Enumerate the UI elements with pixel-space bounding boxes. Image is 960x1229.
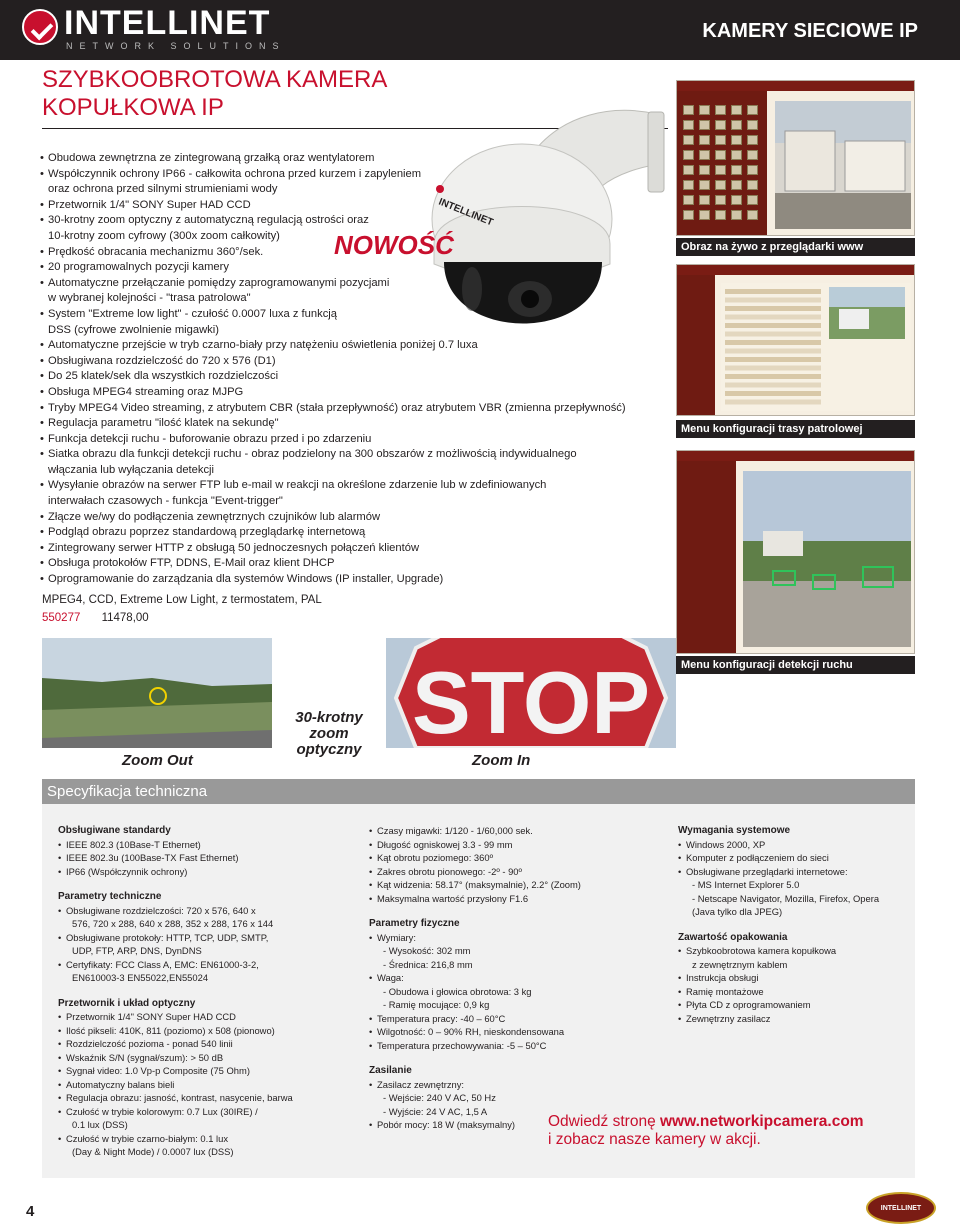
product-title [42, 66, 462, 122]
feature-item: DSS (cyfrowe zwolnienie migawki) [48, 323, 219, 336]
ptz-button-icon [699, 135, 710, 145]
screenshot-header [677, 451, 914, 461]
ptz-button-icon [747, 120, 758, 130]
spec-item: • Komputer z podłączeniem do sieci [678, 851, 908, 865]
feature-item: oraz ochrona przed silnymi strumieniami wody [48, 183, 278, 196]
ptz-button-icon [699, 120, 710, 130]
spec-item: • Pobór mocy: 18 W (maksymalny) [369, 1118, 669, 1132]
spec-item: • Obsługiwane rozdzielczości: 720 x 576, 640 x [58, 904, 358, 918]
feature-item: • Podgląd obrazu poprzez standardową przeglądarkę internetową [40, 525, 640, 541]
spec-item: • Wskaźnik S/N (sygnał/szum): > 50 dB [58, 1051, 358, 1065]
spec-item: • Czasy migawki: 1/120 - 1/60,000 sek. [369, 824, 669, 838]
feature-item: 10-krotny zoom cyfrowy (300x zoom całkowity) [48, 229, 280, 242]
ptz-button-icon [715, 150, 726, 160]
zoom-out-label: Zoom Out [122, 752, 193, 769]
spec-item: • Zakres obrotu pionowego: -2º - 90º [369, 865, 669, 879]
feature-item: • Obsługiwana rozdzielczość do 720 x 576 (D1) [40, 354, 640, 370]
spec-section-heading: Obsługiwane standardy [58, 825, 171, 836]
patrol-table-row [725, 383, 821, 388]
patrol-table-row [725, 340, 821, 345]
ptz-button-icon [731, 135, 742, 145]
feature-item: • Współczynnik ochrony IP66 - całkowita ochrona przed kurzem i zapyleniem [40, 167, 640, 183]
spec-item: • Wilgotność: 0 – 90% RH, nieskondensowana [369, 1025, 669, 1039]
live-view-caption: Obraz na żywo z przeglądarki www [676, 238, 915, 256]
page-number: 4 [26, 1203, 35, 1220]
ptz-button-icon [747, 210, 758, 220]
price: 11478,00 [101, 612, 149, 624]
live-view-photo [775, 101, 911, 229]
spec-item: - Wejście: 240 V AC, 50 Hz [383, 1092, 496, 1103]
motion-menu-screenshot [676, 450, 915, 654]
live-view-screenshot [676, 80, 915, 236]
spec-section-heading: Zasilanie [369, 1065, 412, 1076]
spec-item: • Ramię montażowe [678, 985, 908, 999]
spec-item: (Java tylko dla JPEG) [692, 906, 783, 917]
patrol-menu-caption: Menu konfiguracji trasy patrolowej [676, 420, 915, 438]
motion-menu-caption: Menu konfiguracji detekcji ruchu [676, 656, 915, 674]
section-title: KAMERY SIECIOWE IP [702, 20, 918, 42]
feature-item: • Obsługa protokołów FTP, DDNS, E-Mail oraz klient DHCP [40, 556, 640, 572]
spec-section-heading: Zawartość opakowania [678, 931, 788, 943]
spec-item: - MS Internet Explorer 5.0 [692, 879, 800, 890]
spec-item: • Regulacja obrazu: jasność, kontrast, nasycenie, barwa [58, 1091, 358, 1105]
warranty-badge [866, 1192, 936, 1224]
feature-item: włączania lub wyłączania detekcji [48, 463, 215, 476]
patrol-menu-content [721, 283, 911, 411]
ptz-button-icon [731, 180, 742, 190]
feature-item: • Tryby MPEG4 Video streaming, z atrybutem CBR (stała przepływność) oraz atrybutem VBR (zmienna przepływność) [40, 401, 640, 417]
ptz-button-icon [683, 150, 694, 160]
ptz-button-icon [731, 195, 742, 205]
patrol-table-row [725, 357, 821, 362]
ptz-button-icon [699, 180, 710, 190]
ptz-button-icon [683, 135, 694, 145]
ptz-button-icon [715, 120, 726, 130]
new-badge: NOWOŚĆ [334, 230, 454, 260]
spec-column-2 [369, 824, 669, 1132]
ptz-button-icon [747, 165, 758, 175]
feature-item: • Obsługa MPEG4 streaming oraz MJPG [40, 385, 640, 401]
spec-item: • Temperatura przechowywania: -5 – 50°C [369, 1039, 669, 1053]
zoom-mid-label: 30-krotny zoom optyczny [295, 709, 363, 758]
ptz-button-icon [715, 195, 726, 205]
patrol-table-row [725, 374, 821, 379]
intellinet-logo-icon [22, 9, 58, 45]
spec-item: • Szybkoobrotowa kamera kopułkowa [678, 944, 908, 958]
patrol-table-row [725, 349, 821, 354]
feature-item: • System "Extreme low light" - czułość 0.0007 luxa z funkcją [40, 307, 640, 323]
ptz-button-icon [731, 210, 742, 220]
ptz-button-icon [699, 195, 710, 205]
patrol-table-row [725, 400, 821, 405]
page-header [0, 0, 960, 60]
spec-item: • Waga: [369, 971, 669, 985]
screenshot-sidebar [677, 461, 736, 653]
zoom-out-image [42, 638, 272, 748]
ptz-button-icon [699, 150, 710, 160]
spec-section-heading: Przetwornik i układ optyczny [58, 997, 196, 1009]
stop-sign-text: STOP [411, 653, 651, 748]
ptz-button-icon [715, 135, 726, 145]
spec-item: - Obudowa i głowica obrotowa: 3 kg [383, 985, 532, 997]
ptz-button-icon [731, 165, 742, 175]
ptz-button-icon [731, 120, 742, 130]
ptz-button-icon [683, 120, 694, 130]
feature-item: • Do 25 klatek/sek dla wszystkich rozdzielczości [40, 369, 640, 385]
model-description: MPEG4, CCD, Extreme Low Light, z termostatem, PAL [42, 594, 322, 606]
feature-item: • Siatka obrazu dla funkcji detekcji ruchu - obraz podzielony na 300 obszarów z możliwością indywidualnego [40, 447, 640, 463]
patrol-menu-screenshot [676, 264, 915, 416]
feature-list [40, 151, 640, 588]
spec-item: • Maksymalna wartość przysłony F1.6 [369, 892, 669, 906]
screenshot-header [677, 265, 914, 275]
spec-section-heading: Wymagania systemowe [678, 825, 791, 836]
spec-item: • Ilość pikseli: 410K, 811 (poziomo) x 508 (pionowo) [58, 1024, 358, 1038]
spec-item: • Kąt obrotu poziomego: 360º [369, 851, 669, 865]
brand-name: INTELLINET [64, 4, 271, 42]
ptz-button-icon [683, 210, 694, 220]
ptz-button-icon [731, 150, 742, 160]
spec-item: • Certyfikaty: FCC Class A, EMC: EN61000-3-2, [58, 958, 358, 972]
ptz-button-icon [747, 180, 758, 190]
spec-section-heading: Parametry techniczne [58, 891, 162, 902]
spec-item: • Automatyczny balans bieli [58, 1078, 358, 1092]
spec-item: • Czułość w trybie kolorowym: 0.7 Lux (30IRE) / [58, 1105, 358, 1119]
spec-item: EN610003-3 EN55022,EN55024 [72, 972, 209, 983]
price-line [42, 612, 149, 624]
camera-logo-text: INTELLINET [436, 196, 495, 229]
feature-item: • Złącze we/wy do podłączenia zewnętrznych czujników lub alarmów [40, 510, 640, 526]
patrol-table-row [725, 298, 821, 303]
spec-item: • Sygnał video: 1.0 Vp-p Composite (75 Ohm) [58, 1064, 358, 1078]
feature-item: • Automatyczne przełączanie pomiędzy zaprogramowanymi pozycjami [40, 276, 640, 292]
ptz-button-icon [747, 105, 758, 115]
spec-item: • Przetwornik 1/4" SONY Super HAD CCD [58, 1010, 358, 1024]
feature-item: • Zintegrowany serwer HTTP z obsługą 50 jednoczesnych połączeń klientów [40, 541, 640, 557]
feature-item: w wybranej kolejności - "trasa patrolowa" [48, 292, 251, 305]
ptz-button-icon [715, 165, 726, 175]
feature-item: • Prędkość obracania mechanizmu 360°/sek. [40, 245, 640, 261]
spec-item: UDP, FTP, ARP, DNS, DynDNS [72, 945, 202, 956]
spec-item: • Windows 2000, XP [678, 838, 908, 852]
spec-item: • Kąt widzenia: 58.17° (maksymalnie), 2.2° (Zoom) [369, 878, 669, 892]
spec-item: • IEEE 802.3u (100Base-TX Fast Ethernet) [58, 851, 358, 865]
ptz-button-icon [683, 180, 694, 190]
feature-item: • Przetwornik 1/4" SONY Super HAD CCD [40, 198, 640, 214]
feature-item: • Automatyczne przejście w tryb czarno-biały przy natężeniu oświetlenia poniżej 0.7 luxa [40, 338, 640, 354]
spec-item: (Day & Night Mode) / 0.0007 lux (DSS) [72, 1146, 234, 1157]
spec-item: • Płyta CD z oprogramowaniem [678, 998, 908, 1012]
spec-section-heading: Parametry fizyczne [369, 918, 460, 929]
spec-heading: Specyfikacja techniczna [42, 779, 915, 804]
feature-item: • Funkcja detekcji ruchu - buforowanie obrazu przed i po zdarzeniu [40, 432, 640, 448]
feature-item: interwałach czasowych - funkcja "Event-trigger" [48, 495, 283, 508]
ptz-button-icon [699, 165, 710, 175]
spec-item: • Zasilacz zewnętrzny: [369, 1078, 669, 1092]
spec-item: - Ramię mocujące: 0,9 kg [383, 999, 490, 1010]
patrol-table-row [725, 306, 821, 311]
ptz-button-icon [715, 180, 726, 190]
spec-column-1 [58, 824, 358, 1159]
feature-item: • Oprogramowanie do zarządzania dla systemów Windows (IP installer, Upgrade) [40, 572, 640, 588]
feature-item: • 20 programowalnych pozycji kamery [40, 260, 640, 276]
spec-item: • Obsługiwane przeglądarki internetowe: [678, 865, 908, 879]
product-title-line2: KOPUŁKOWA IP [42, 94, 224, 121]
spec-item: - Netscape Navigator, Mozilla, Firefox, Opera [692, 892, 880, 904]
patrol-table-row [725, 366, 821, 371]
spec-item: • IEEE 802.3 (10Base-T Ethernet) [58, 838, 358, 852]
ptz-button-icon [715, 105, 726, 115]
ptz-button-icon [683, 165, 694, 175]
spec-item: - Wysokość: 302 mm [383, 945, 471, 956]
spec-item: • Czułość w trybie czarno-białym: 0.1 lux [58, 1132, 358, 1146]
spec-item: • Długość ogniskowej 3.3 - 99 mm [369, 838, 669, 852]
ptz-button-icon [683, 105, 694, 115]
spec-item: - Wyjście: 24 V AC, 1,5 A [383, 1105, 488, 1117]
screenshot-sidebar [677, 275, 715, 415]
ptz-button-icon [683, 195, 694, 205]
patrol-table-row [725, 391, 821, 396]
ptz-button-icon [715, 210, 726, 220]
spec-item: - Średnica: 216,8 mm [383, 958, 473, 970]
product-title-line1: SZYBKOOBROTOWA KAMERA [42, 66, 388, 93]
spec-item: • Zewnętrzny zasilacz [678, 1012, 908, 1026]
spec-item: • IP66 (Współczynnik ochrony) [58, 865, 358, 879]
spec-item: 576, 720 x 288, 640 x 288, 352 x 288, 176 x 144 [72, 918, 274, 929]
brand-tagline: NETWORK SOLUTIONS [66, 41, 286, 51]
screenshot-header [677, 81, 914, 91]
patrol-table-row [725, 323, 821, 328]
zoom-in-label: Zoom In [472, 752, 531, 769]
feature-item: • 30-krotny zoom optyczny z automatyczną regulacją ostrości oraz [40, 213, 640, 229]
feature-item: • Regulacja parametru "ilość klatek na sekundę" [40, 416, 640, 432]
patrol-table-row [725, 332, 821, 337]
ptz-button-icon [747, 150, 758, 160]
part-number: 550277 [42, 612, 81, 624]
patrol-table-row [725, 289, 821, 294]
promo-text [548, 1113, 864, 1149]
ptz-button-icon [747, 135, 758, 145]
patrol-table-row [725, 315, 821, 320]
ptz-button-icon [699, 210, 710, 220]
spec-item: z zewnętrznym kablem [692, 958, 788, 970]
promo-line2: i zobacz nasze kamery w akcji. [548, 1131, 761, 1148]
promo-lead: Odwiedź stronę [548, 1113, 660, 1130]
feature-item: • Wysyłanie obrazów na serwer FTP lub e-mail w reakcji na określone zdarzenie lub w zdefiniowanych [40, 478, 640, 494]
spec-item: • Temperatura pracy: -40 – 60°C [369, 1012, 669, 1026]
promo-url-link[interactable]: www.networkipcamera.com [660, 1113, 864, 1130]
spec-item: • Wymiary: [369, 931, 669, 945]
feature-item: • Obudowa zewnętrzna ze zintegrowaną grzałką oraz wentylatorem [40, 151, 640, 167]
motion-menu-photo [743, 471, 911, 647]
spec-item: 0.1 lux (DSS) [72, 1119, 128, 1130]
ptz-button-icon [699, 105, 710, 115]
ptz-button-icon [731, 105, 742, 115]
spec-item: • Rozdzielczość pozioma - ponad 540 linii [58, 1037, 358, 1051]
spec-item: • Obsługiwane protokoły: HTTP, TCP, UDP, SMTP, [58, 931, 358, 945]
warranty-badge-brand: INTELLINET [880, 1205, 922, 1212]
spec-column-3 [678, 824, 908, 1025]
zoom-in-image [386, 638, 676, 748]
ptz-button-icon [747, 195, 758, 205]
spec-item: • Instrukcja obsługi [678, 971, 908, 985]
